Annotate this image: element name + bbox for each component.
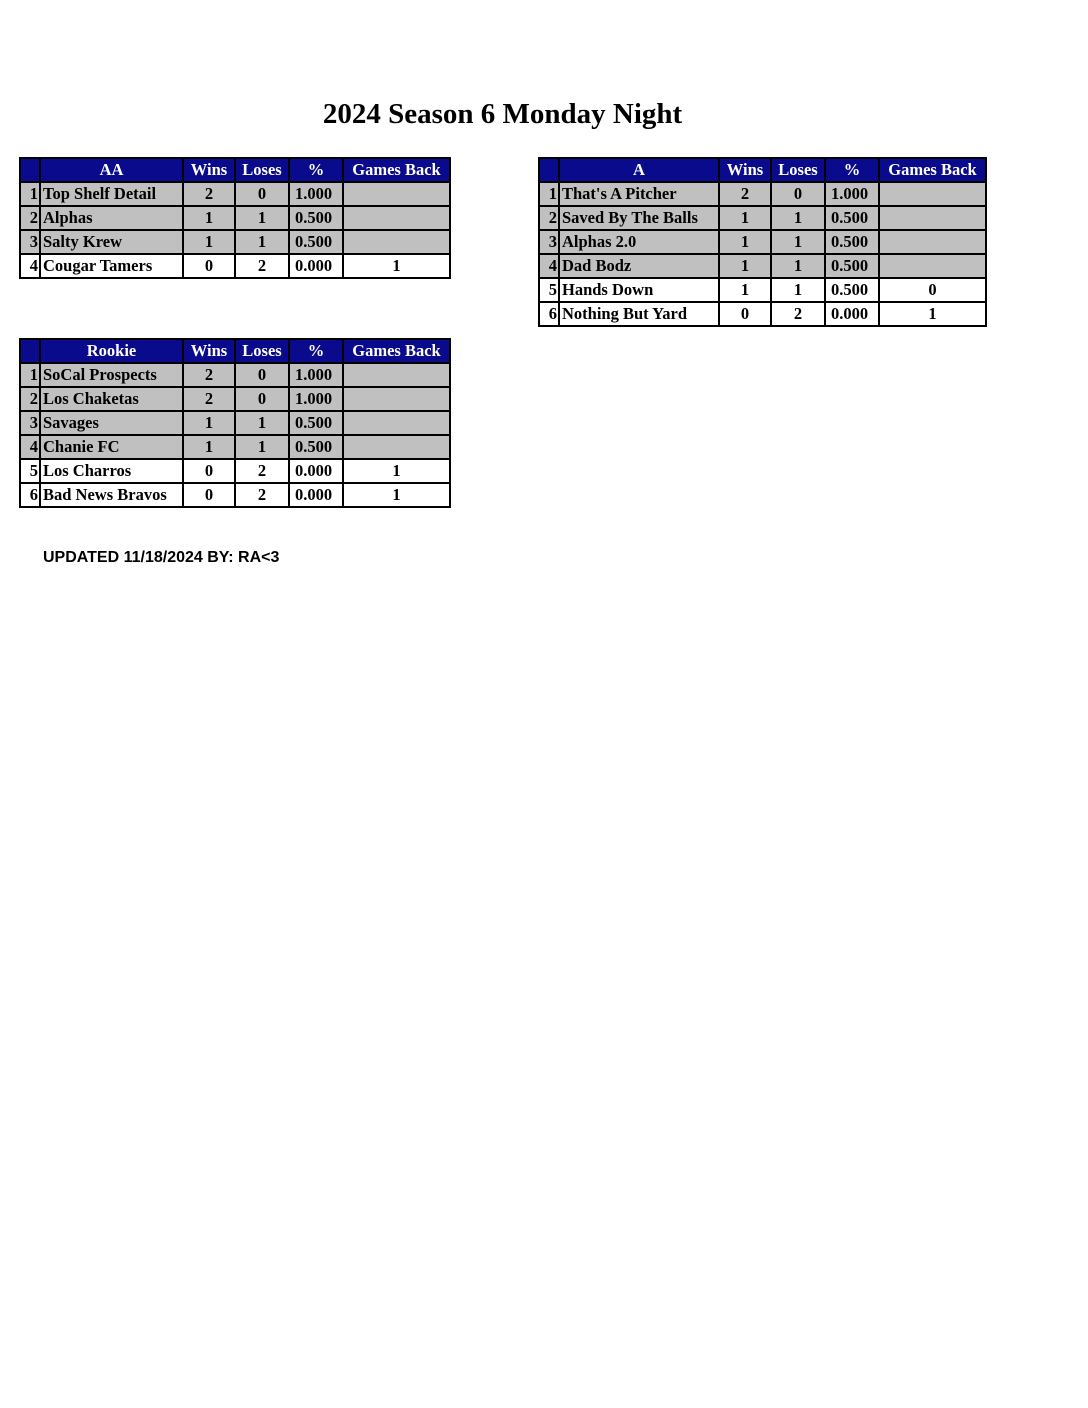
games-back-cell <box>343 411 450 435</box>
team-name: Savages <box>40 411 183 435</box>
wins-header: Wins <box>719 158 771 182</box>
division-name: Rookie <box>40 339 183 363</box>
games-back-cell <box>343 182 450 206</box>
loses-cell: 2 <box>771 302 825 326</box>
aa-division-table <box>19 157 451 279</box>
team-name: Nothing But Yard <box>559 302 719 326</box>
loses-cell: 1 <box>235 411 289 435</box>
team-name: Salty Krew <box>40 230 183 254</box>
wins-header: Wins <box>183 339 235 363</box>
table-row <box>539 254 986 278</box>
team-name: Dad Bodz <box>559 254 719 278</box>
pct-cell: 1.000 <box>289 387 343 411</box>
wins-cell: 2 <box>183 182 235 206</box>
games-back-cell <box>343 230 450 254</box>
rank-cell: 1 <box>20 182 40 206</box>
pct-cell: 1.000 <box>289 182 343 206</box>
pct-cell: 0.500 <box>289 411 343 435</box>
loses-cell: 1 <box>771 230 825 254</box>
loses-cell: 1 <box>771 206 825 230</box>
team-name: Hands Down <box>559 278 719 302</box>
pct-header: % <box>289 339 343 363</box>
loses-cell: 1 <box>235 435 289 459</box>
wins-cell: 1 <box>719 230 771 254</box>
games-back-cell: 1 <box>343 459 450 483</box>
wins-cell: 1 <box>719 206 771 230</box>
a-division-table <box>538 157 987 327</box>
division-name: A <box>559 158 719 182</box>
wins-cell: 1 <box>719 278 771 302</box>
table-row <box>20 254 450 278</box>
loses-cell: 0 <box>235 363 289 387</box>
rank-cell: 4 <box>20 435 40 459</box>
loses-cell: 2 <box>235 254 289 278</box>
table-row <box>20 206 450 230</box>
wins-cell: 0 <box>183 254 235 278</box>
pct-cell: 0.500 <box>289 435 343 459</box>
rank-cell: 2 <box>20 206 40 230</box>
loses-cell: 2 <box>235 459 289 483</box>
team-name: Los Charros <box>40 459 183 483</box>
games-back-cell <box>343 206 450 230</box>
rookie-division-table <box>19 338 451 508</box>
team-name: Los Chaketas <box>40 387 183 411</box>
pct-cell: 0.000 <box>289 254 343 278</box>
wins-header: Wins <box>183 158 235 182</box>
games-back-cell <box>879 254 986 278</box>
games-back-header: Games Back <box>343 339 450 363</box>
team-name: Alphas 2.0 <box>559 230 719 254</box>
table-row <box>539 230 986 254</box>
table-row <box>539 278 986 302</box>
rank-cell: 6 <box>20 483 40 507</box>
games-back-cell <box>879 182 986 206</box>
games-back-cell: 1 <box>343 254 450 278</box>
rank-header <box>539 158 559 182</box>
loses-cell: 1 <box>235 230 289 254</box>
team-name: Top Shelf Detail <box>40 182 183 206</box>
wins-cell: 0 <box>183 459 235 483</box>
games-back-cell: 1 <box>343 483 450 507</box>
wins-cell: 2 <box>183 363 235 387</box>
pct-cell: 1.000 <box>825 182 879 206</box>
team-name: Cougar Tamers <box>40 254 183 278</box>
rank-cell: 2 <box>539 206 559 230</box>
loses-cell: 0 <box>771 182 825 206</box>
pct-cell: 0.000 <box>289 483 343 507</box>
loses-cell: 0 <box>235 182 289 206</box>
rank-cell: 4 <box>20 254 40 278</box>
rank-cell: 3 <box>539 230 559 254</box>
team-name: That's A Pitcher <box>559 182 719 206</box>
loses-cell: 0 <box>235 387 289 411</box>
pct-cell: 0.500 <box>825 254 879 278</box>
pct-cell: 0.500 <box>825 278 879 302</box>
wins-cell: 0 <box>719 302 771 326</box>
team-name: Bad News Bravos <box>40 483 183 507</box>
table-header-row <box>20 339 450 363</box>
pct-cell: 0.500 <box>289 206 343 230</box>
table-row <box>20 182 450 206</box>
table-row <box>539 182 986 206</box>
loses-cell: 1 <box>771 254 825 278</box>
loses-header: Loses <box>771 158 825 182</box>
pct-cell: 0.000 <box>289 459 343 483</box>
table-row <box>539 302 986 326</box>
updated-note: UPDATED 11/18/2024 BY: RA<3 <box>43 549 280 566</box>
table-row <box>20 411 450 435</box>
rank-cell: 2 <box>20 387 40 411</box>
loses-cell: 2 <box>235 483 289 507</box>
rank-header <box>20 158 40 182</box>
table-row <box>20 363 450 387</box>
rank-header <box>20 339 40 363</box>
table-row <box>20 459 450 483</box>
wins-cell: 0 <box>183 483 235 507</box>
table-row <box>20 387 450 411</box>
pct-header: % <box>825 158 879 182</box>
division-name: AA <box>40 158 183 182</box>
pct-header: % <box>289 158 343 182</box>
pct-cell: 0.000 <box>825 302 879 326</box>
games-back-cell: 0 <box>879 278 986 302</box>
table-header-row <box>539 158 986 182</box>
games-back-cell <box>343 363 450 387</box>
wins-cell: 1 <box>183 411 235 435</box>
wins-cell: 1 <box>719 254 771 278</box>
loses-header: Loses <box>235 158 289 182</box>
games-back-cell <box>879 206 986 230</box>
games-back-cell <box>343 387 450 411</box>
pct-cell: 1.000 <box>289 363 343 387</box>
team-name: SoCal Prospects <box>40 363 183 387</box>
rank-cell: 5 <box>20 459 40 483</box>
team-name: Alphas <box>40 206 183 230</box>
games-back-cell: 1 <box>879 302 986 326</box>
team-name: Chanie FC <box>40 435 183 459</box>
table-row <box>20 483 450 507</box>
games-back-cell <box>879 230 986 254</box>
rank-cell: 4 <box>539 254 559 278</box>
rank-cell: 1 <box>20 363 40 387</box>
rank-cell: 3 <box>20 411 40 435</box>
table-row <box>20 435 450 459</box>
loses-cell: 1 <box>235 206 289 230</box>
games-back-header: Games Back <box>879 158 986 182</box>
rank-cell: 5 <box>539 278 559 302</box>
loses-cell: 1 <box>771 278 825 302</box>
pct-cell: 0.500 <box>825 206 879 230</box>
wins-cell: 1 <box>183 435 235 459</box>
wins-cell: 1 <box>183 206 235 230</box>
wins-cell: 2 <box>183 387 235 411</box>
wins-cell: 1 <box>183 230 235 254</box>
loses-header: Loses <box>235 339 289 363</box>
page-title: 2024 Season 6 Monday Night <box>322 98 683 130</box>
rank-cell: 1 <box>539 182 559 206</box>
games-back-header: Games Back <box>343 158 450 182</box>
pct-cell: 0.500 <box>289 230 343 254</box>
table-row <box>20 230 450 254</box>
rank-cell: 3 <box>20 230 40 254</box>
table-header-row <box>20 158 450 182</box>
games-back-cell <box>343 435 450 459</box>
team-name: Saved By The Balls <box>559 206 719 230</box>
rank-cell: 6 <box>539 302 559 326</box>
table-row <box>539 206 986 230</box>
wins-cell: 2 <box>719 182 771 206</box>
pct-cell: 0.500 <box>825 230 879 254</box>
